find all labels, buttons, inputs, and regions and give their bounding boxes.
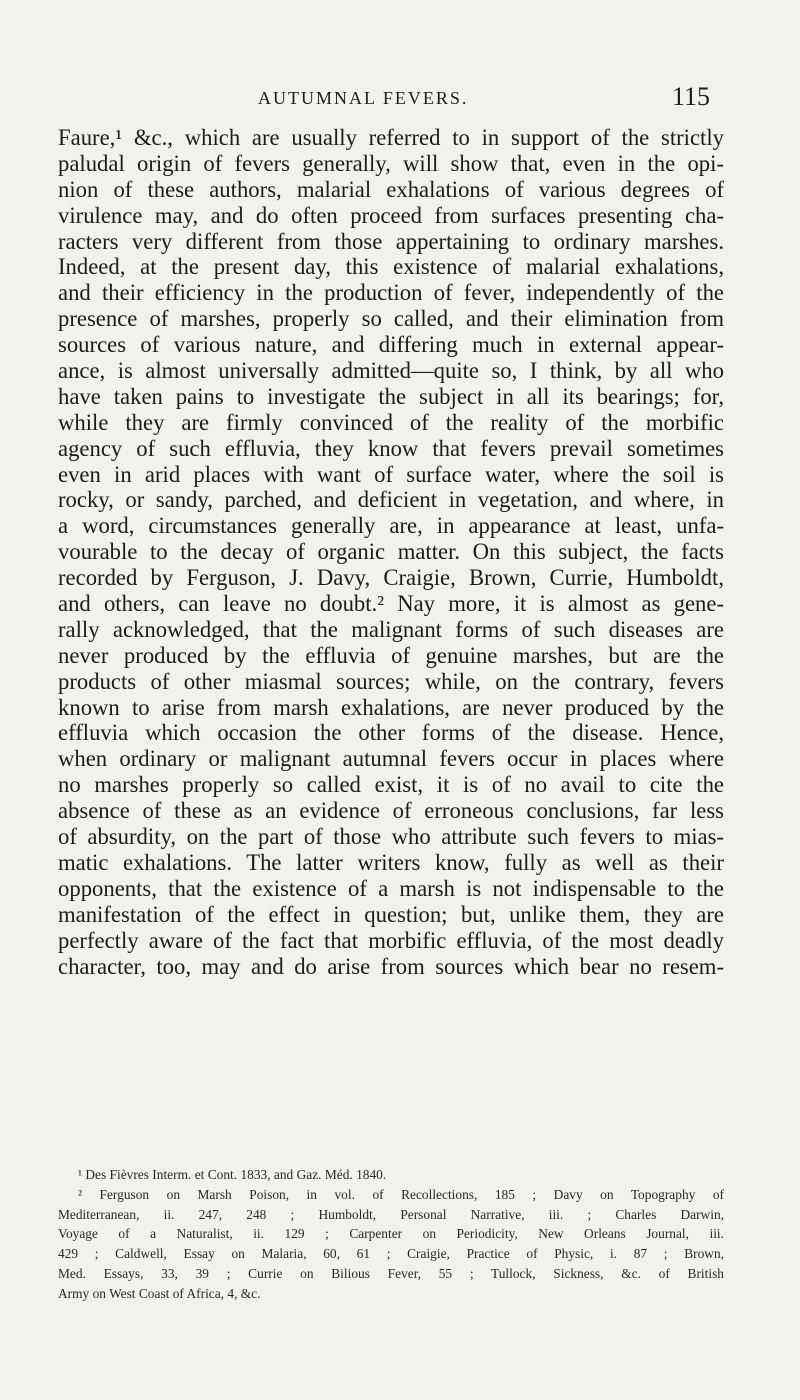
body-line: perfectly aware of the fact that morbific effluvia, of the most deadly xyxy=(58,927,724,953)
body-line: ance, is almost universally admitted—quite so, I think, by all who xyxy=(58,358,724,384)
footnote-line: 429 ; Caldwell, Essay on Malaria, 60, 61 ; Craigie, Practice of Physic, i. 87 ; Brown, xyxy=(58,1246,724,1262)
body-line: never produced by the effluvia of genuine marshes, but are the xyxy=(58,642,724,668)
body-line: nion of these authors, malarial exhalations of various degrees of xyxy=(58,176,724,202)
page-number: 115 xyxy=(671,82,710,111)
footnote-2: ² Ferguson on Marsh Poison, in vol. of Recollections, 185 ; Davy on Topography of xyxy=(78,1186,724,1202)
body-line: sources of various nature, and differing much in external appear- xyxy=(58,332,724,358)
body-line: Faure,¹ &c., which are usually referred to in support of the strictly xyxy=(58,125,724,150)
body-line: a word, circumstances generally are, in appearance at least, unfa- xyxy=(58,513,724,539)
footnotes xyxy=(58,1165,724,1304)
body-line: while they are firmly convinced of the reality of the morbific xyxy=(58,409,724,435)
body-line: and their efficiency in the production of fever, independently of the xyxy=(58,280,724,306)
body-line: known to arise from marsh exhalations, are never produced by the xyxy=(58,694,724,720)
footnote-line: Voyage of a Naturalist, ii. 129 ; Carpenter on Periodicity, New Orleans Journal, iii. xyxy=(58,1226,724,1242)
body-text xyxy=(58,125,724,979)
body-line: even in arid places with want of surface water, where the soil is xyxy=(58,461,724,487)
body-line: racters very different from those appertaining to ordinary marshes. xyxy=(58,228,724,254)
body-line: agency of such effluvia, they know that fevers prevail sometimes xyxy=(58,435,724,461)
body-line: absence of these as an evidence of erroneous conclusions, far less xyxy=(58,798,724,824)
body-line: no marshes properly so called exist, it is of no avail to cite the xyxy=(58,772,724,798)
footnote-line: Med. Essays, 33, 39 ; Currie on Bilious Fever, 55 ; Tullock, Sickness, &c. of British xyxy=(58,1265,724,1281)
body-line: have taken pains to investigate the subject in all its bearings; for, xyxy=(58,383,724,409)
body-line: manifestation of the effect in question; but, unlike them, they are xyxy=(58,901,724,927)
page-header xyxy=(240,82,710,118)
body-line: opponents, that the existence of a marsh is not indispensable to the xyxy=(58,875,724,901)
body-line: and others, can leave no doubt.² Nay more, it is almost as gene- xyxy=(58,591,724,617)
body-line: presence of marshes, properly so called, and their elimination from xyxy=(58,306,724,332)
body-line: products of other miasmal sources; while, on the contrary, fevers xyxy=(58,668,724,694)
running-head: AUTUMNAL FEVERS. xyxy=(258,88,469,108)
body-line: rally acknowledged, that the malignant forms of such diseases are xyxy=(58,616,724,642)
footnote-line: Army on West Coast of Africa, 4, &c. xyxy=(58,1285,261,1301)
body-line: when ordinary or malignant autumnal fevers occur in places where xyxy=(58,746,724,772)
body-line: paludal origin of fevers generally, will show that, even in the opi- xyxy=(58,150,724,176)
body-line: recorded by Ferguson, J. Davy, Craigie, Brown, Currie, Humboldt, xyxy=(58,565,724,591)
footnote-line: Mediterranean, ii. 247, 248 ; Humboldt, Personal Narrative, iii. ; Charles Darwin, xyxy=(58,1206,724,1222)
footnote-1: ¹ Des Fièvres Interm. et Cont. 1833, and Gaz. Méd. 1840. xyxy=(78,1167,387,1182)
body-line: vourable to the decay of organic matter. On this subject, the facts xyxy=(58,539,724,565)
body-line: of absurdity, on the part of those who attribute such fevers to mias- xyxy=(58,824,724,850)
body-line: rocky, or sandy, parched, and deficient in vegetation, and where, in xyxy=(58,487,724,513)
body-line: virulence may, and do often proceed from surfaces presenting cha- xyxy=(58,202,724,228)
body-line: Indeed, at the present day, this existence of malarial exhalations, xyxy=(58,254,724,280)
body-line: effluvia which occasion the other forms of the disease. Hence, xyxy=(58,720,724,746)
body-line: character, too, may and do arise from sources which bear no resem- xyxy=(58,953,724,979)
body-line: matic exhalations. The latter writers know, fully as well as their xyxy=(58,849,724,875)
